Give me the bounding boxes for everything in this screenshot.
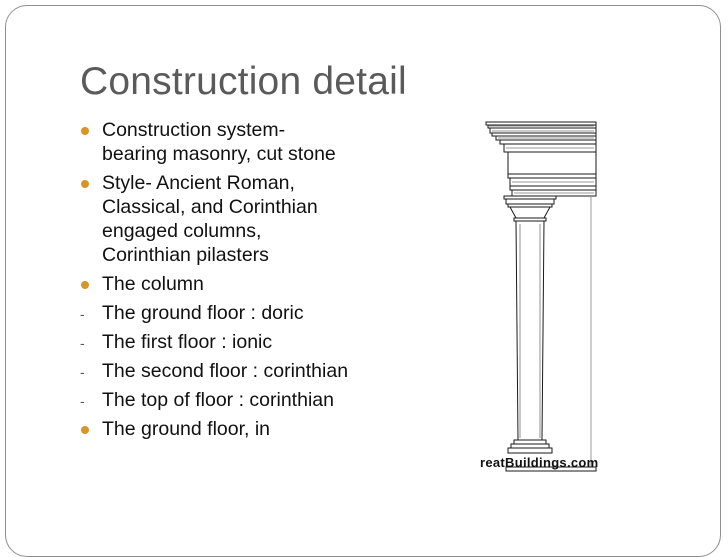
bullet-dot-icon <box>80 118 94 142</box>
bullet-text: The first floor : ionic <box>102 331 273 353</box>
bullet-dot-icon <box>80 171 94 195</box>
bullet-dot-icon <box>80 272 94 296</box>
bullet-item-ground-floor <box>80 301 350 325</box>
bullet-dot-icon <box>80 417 94 441</box>
bullet-list <box>80 118 350 446</box>
bullet-text: The top of floor : corinthian <box>102 389 334 411</box>
bullet-item-top-floor <box>80 388 350 412</box>
bullet-dash-icon: - <box>80 393 85 409</box>
bullet-dash-icon: - <box>80 306 85 322</box>
slide-title: Construction detail <box>80 60 407 103</box>
bullet-dash-icon: - <box>80 335 85 351</box>
bullet-text: The column <box>102 273 204 295</box>
bullet-item-construction-system <box>80 118 350 166</box>
bullet-dash-icon: - <box>80 364 85 380</box>
bullet-item-column <box>80 272 350 296</box>
bullet-text: Construction system- bearing masonry, cut stone <box>102 119 336 165</box>
bullet-text: The ground floor, in <box>102 418 271 440</box>
bullet-text: The ground floor : doric <box>102 302 304 324</box>
bullet-item-ground-floor-in <box>80 417 350 441</box>
column-entablature-drawing <box>478 112 606 482</box>
bullet-item-second-floor <box>80 359 350 383</box>
bullet-item-first-floor <box>80 330 350 354</box>
bullet-item-style <box>80 171 350 267</box>
figure-watermark: reatBuildings.com <box>480 455 599 470</box>
bullet-text: Style- Ancient Roman, Classical, and Corinthian engaged columns, Corinthian pilasters <box>102 172 318 266</box>
bullet-text: The second floor : corinthian <box>102 360 349 382</box>
